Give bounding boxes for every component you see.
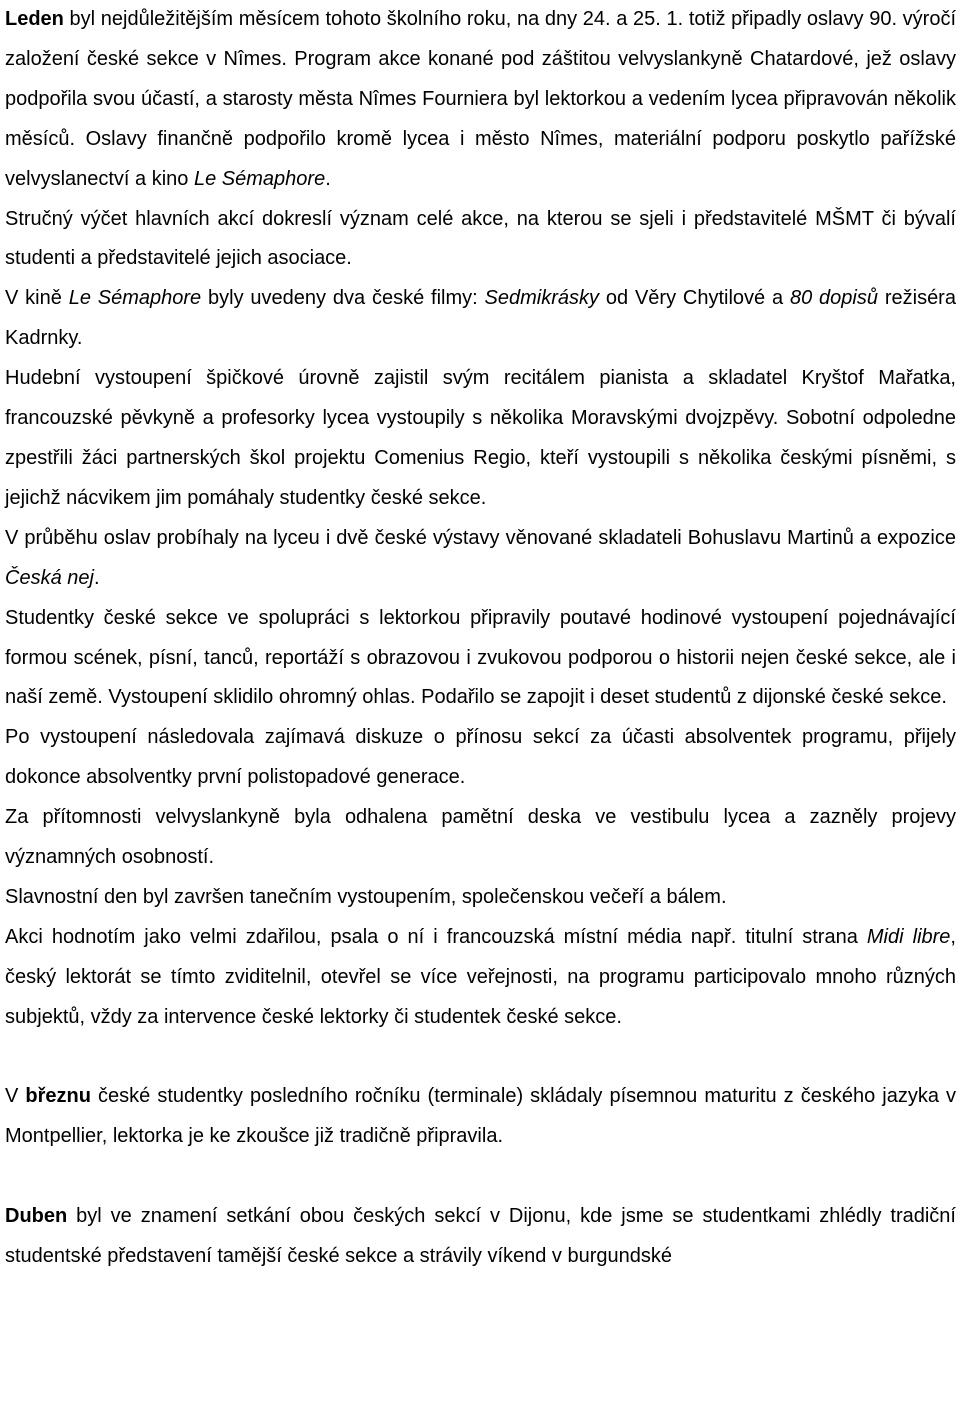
paragraph-spacer — [5, 1038, 956, 1078]
month-heading-january: Leden — [5, 8, 64, 30]
cinema-name: Le Sémaphore — [68, 287, 202, 310]
paragraph-summary: Stručný výčet hlavních akcí dokreslí význam celé akce, na kterou se sjeli i představitelé MŠMT či bývalí studenti a představitelé jejich asociace. — [5, 207, 956, 270]
film-title: 80 dopisů — [789, 287, 878, 310]
paragraph-performance: Studentky české sekce ve spolupráci s lektorkou připravily poutavé hodinové vystoupení pojednávající formou scének, písní, tanců, reportáží s obrazovou i zvukovou podporou o historii nejen české sekce, ale i naší země. Vystoupení sklidilo ohromný ohlas. Podařilo se zapojit i deset studentů z dijonské české sekce. — [5, 606, 956, 709]
paragraph-music: Hudební vystoupení špičkové úrovně zajistil svým recitálem pianista a skladatel Kryštof Mařatka, francouzské pěvkyně a profesorky lycea vystoupily s několika Moravskými dvojzpěvy. Sobotní odpoledne zpestřili žáci partnerských škol projektu Comenius Regio, kteří vystoupili s několika českými písněmi, s jejichž nácvikem jim pomáhaly studentky české sekce. — [5, 367, 956, 509]
paragraph-ball: Slavnostní den byl završen tanečním vystoupením, společenskou večeří a bálem. — [5, 885, 727, 908]
paragraph-april: Duben byl ve znamení setkání obou českých sekcí v Dijonu, kde jsme se studentkami zhlédly tradiční studentské představení tamější české sekce a strávily víkend v burgundské — [5, 1205, 956, 1268]
month-heading-march: březnu — [25, 1085, 91, 1108]
paragraph-plaque: Za přítomnosti velvyslankyně byla odhalena pamětní deska ve vestibulu lycea a zazněly projevy významných osobností. — [5, 806, 956, 869]
paragraph-exhibitions: V průběhu oslav probíhaly na lyceu i dvě české výstavy věnované skladateli Bohuslavu Martinů a expozice Česká nej. — [5, 526, 956, 589]
paragraph-spacer — [5, 1157, 956, 1197]
month-heading-april: Duben — [5, 1205, 68, 1228]
newspaper-title: Midi libre — [866, 925, 951, 948]
paragraph-evaluation: Akci hodnotím jako velmi zdařilou, psala o ní i francouzská místní média např. titulní strana Midi libre, český lektorát se tímto zviditelnil, otevřel se více veřejnosti, na programu participovalo mnoho různých subjektů, vždy za intervence české lektorky či studentek české sekce. — [5, 925, 956, 1028]
paragraph-films: V kině Le Sémaphore byly uvedeny dva české filmy: Sedmikrásky od Věry Chytilové a 80 dopisů režiséra Kadrnky. — [5, 287, 956, 350]
paragraph-january: Leden byl nejdůležitějším měsícem tohoto školního roku, na dny 24. a 25. 1. totiž připadly oslavy 90. výročí založení české sekce v Nîmes. Program akce konané pod záštitou velvyslankyně Chatardové, jež oslavy podpořila svou účastí, a starosty města Nîmes Fourniera byl lektorkou a vedením lycea připravován několik měsíců. Oslavy finančně podpořilo kromě lycea i město Nîmes, materiální podporu poskytlo pařížské velvyslanectví a kino Le Sémaphore. — [5, 8, 956, 190]
exhibition-title: Česká nej — [5, 566, 94, 589]
cinema-name: Le Sémaphore — [193, 167, 326, 190]
paragraph-march: V březnu české studentky posledního ročníku (terminale) skládaly písemnou maturitu z českého jazyka v Montpellier, lektorka je ke zkoušce již tradičně připravila. — [5, 1085, 956, 1148]
film-title: Sedmikrásky — [484, 287, 600, 310]
paragraph-discussion: Po vystoupení následovala zajímavá diskuze o přínosu sekcí za účasti absolventek programu, přijely dokonce absolventky první polistopadové generace. — [5, 726, 956, 789]
